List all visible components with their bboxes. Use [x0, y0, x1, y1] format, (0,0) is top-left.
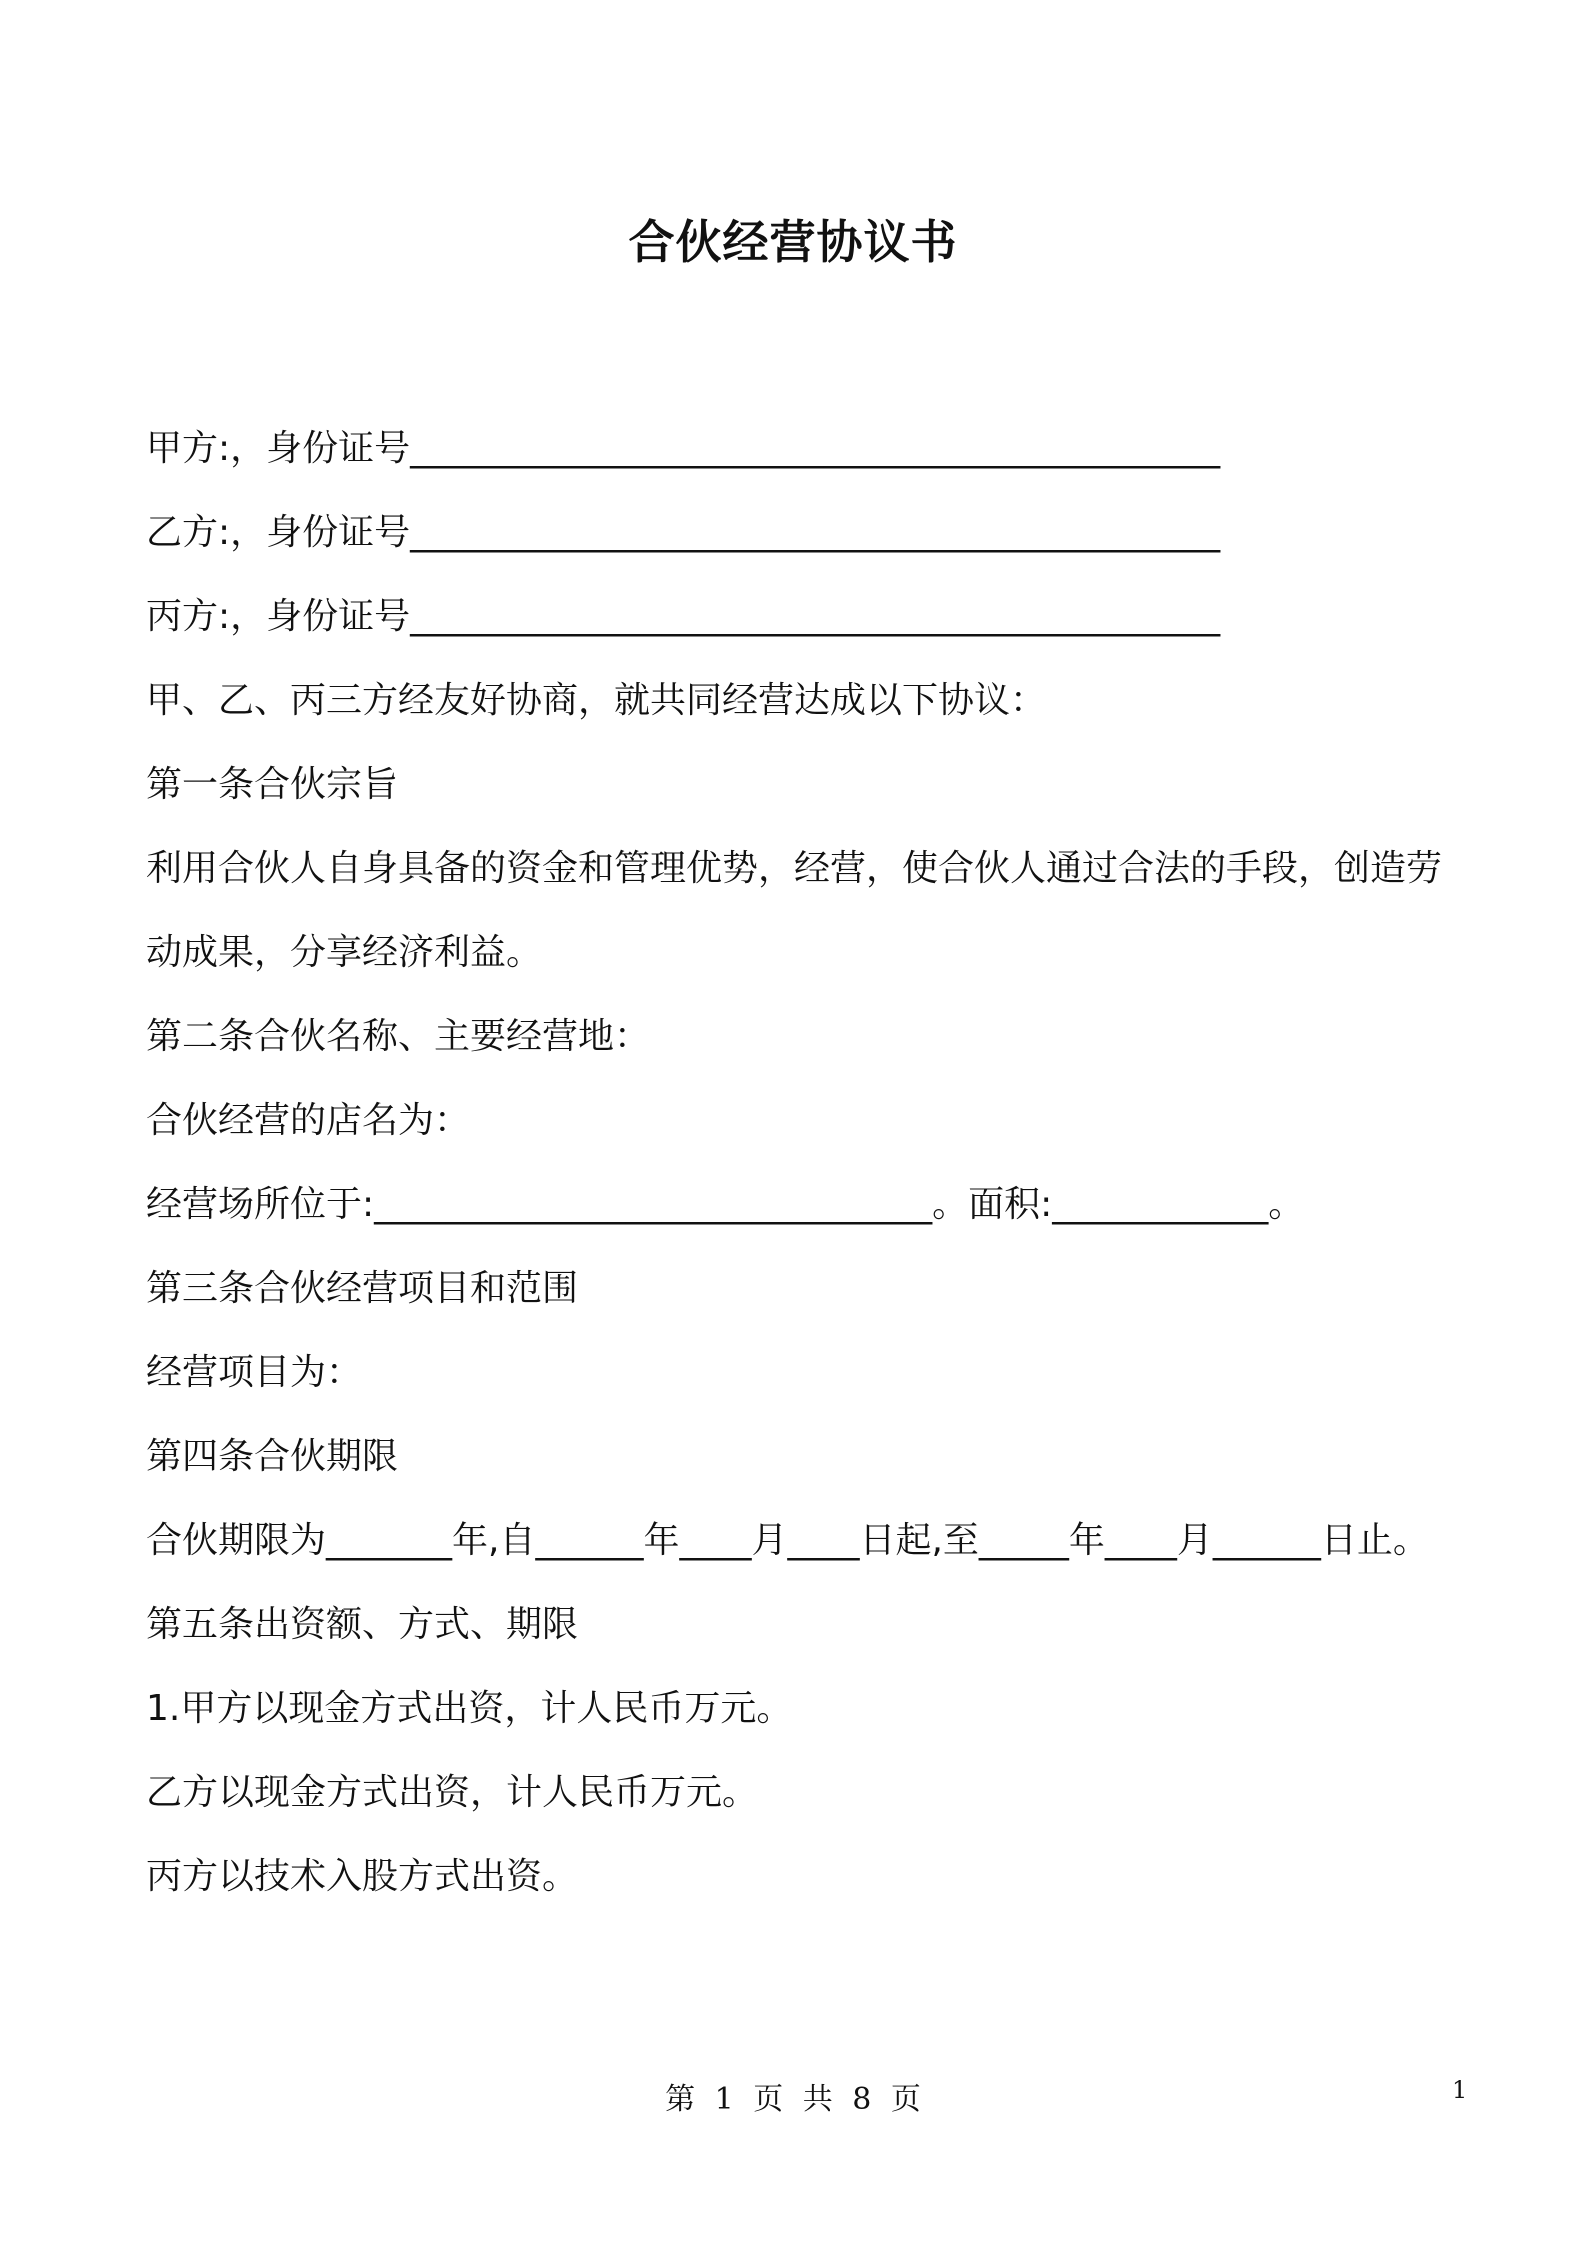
- contribution-c-line: 丙方以技术入股方式出资。: [146, 1856, 579, 1897]
- article-1-heading: 第一条合伙宗旨: [146, 764, 399, 805]
- contribution-b-line: 乙方以现金方式出资，计人民币万元。: [146, 1772, 759, 1813]
- article-1-text: 利用合伙人自身具备的资金和管理优势，经营，使合伙人通过合法的手段，创造劳动成果，分享经济利益。: [146, 848, 1443, 973]
- article-3-heading: 第三条合伙经营项目和范围: [146, 1268, 579, 1309]
- contribution-a-line: 1.甲方以现金方式出资，计人民币万元。: [146, 1688, 793, 1729]
- party-c-line: 丙方:，身份证号_____________________________________________: [146, 596, 1221, 637]
- article-4-heading: 第四条合伙期限: [146, 1436, 399, 1477]
- article-5-heading: 第五条出资额、方式、期限: [146, 1604, 579, 1645]
- document-title: 合伙经营协议书: [628, 215, 958, 269]
- preamble-line: 甲、乙、丙三方经友好协商，就共同经营达成以下协议：: [146, 680, 1047, 721]
- party-b-line: 乙方:，身份证号_____________________________________________: [146, 512, 1221, 553]
- business-items-line: 经营项目为：: [146, 1352, 363, 1393]
- document-body: [146, 407, 1476, 1919]
- party-a-line: 甲方:，身份证号_____________________________________________: [146, 428, 1221, 469]
- term-line: 合伙期限为_______年,自______年____月____日起,至_____年____月______日止。: [146, 1520, 1429, 1561]
- location-line: 经营场所位于:_______________________________。面积:____________。: [146, 1184, 1305, 1225]
- page-footer: 第 1 页 共 8 页: [665, 2082, 921, 2117]
- page-number: 1: [1452, 2076, 1468, 2104]
- article-2-heading: 第二条合伙名称、主要经营地：: [146, 1016, 651, 1057]
- shop-name-line: 合伙经营的店名为：: [146, 1100, 471, 1141]
